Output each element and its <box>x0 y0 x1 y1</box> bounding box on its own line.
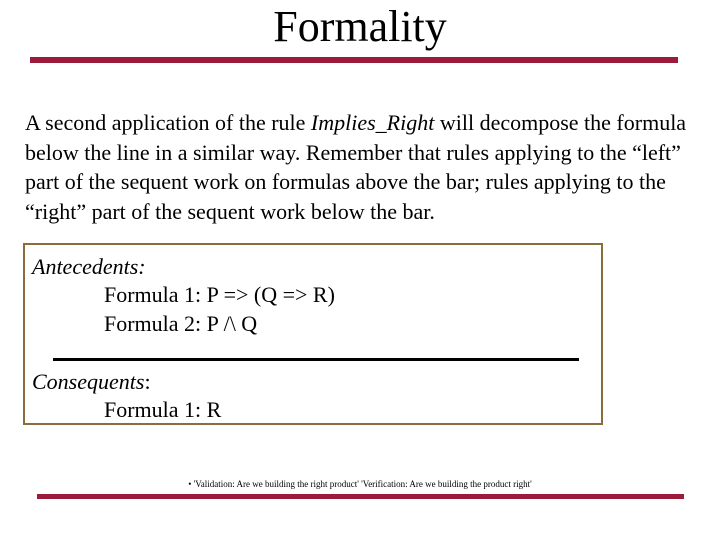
sequent-bar <box>53 358 579 361</box>
sequent-box <box>23 243 603 425</box>
antecedent-formula-1: Formula 1: P => (Q => R) <box>104 282 335 307</box>
rule-name: Implies_Right <box>310 110 435 135</box>
body-paragraph <box>25 108 715 226</box>
antecedent-formula-2: Formula 2: P /\ Q <box>104 311 258 336</box>
consequent-formula-1: Formula 1: R <box>104 397 222 422</box>
consequents-heading-colon: : <box>144 369 151 394</box>
footer-text: • 'Validation: Are we building the right product' 'Verification: Are we building the product right' <box>188 479 532 489</box>
consequents-heading-label: Consequents <box>32 369 145 394</box>
antecedents-heading: Antecedents: <box>32 254 146 279</box>
body-text-part1: A second application of the rule <box>25 110 311 135</box>
consequents-heading <box>32 368 151 396</box>
slide-title: Formality <box>273 2 447 51</box>
footer-divider <box>37 494 684 499</box>
title-divider <box>30 57 678 63</box>
body-text-part2: will decompose the formula below the line in a similar way. Remember that rules applying to the “left” part of the sequent work on formulas above the bar; rules applying to the “right” part of the sequent work below the bar. <box>25 110 687 224</box>
